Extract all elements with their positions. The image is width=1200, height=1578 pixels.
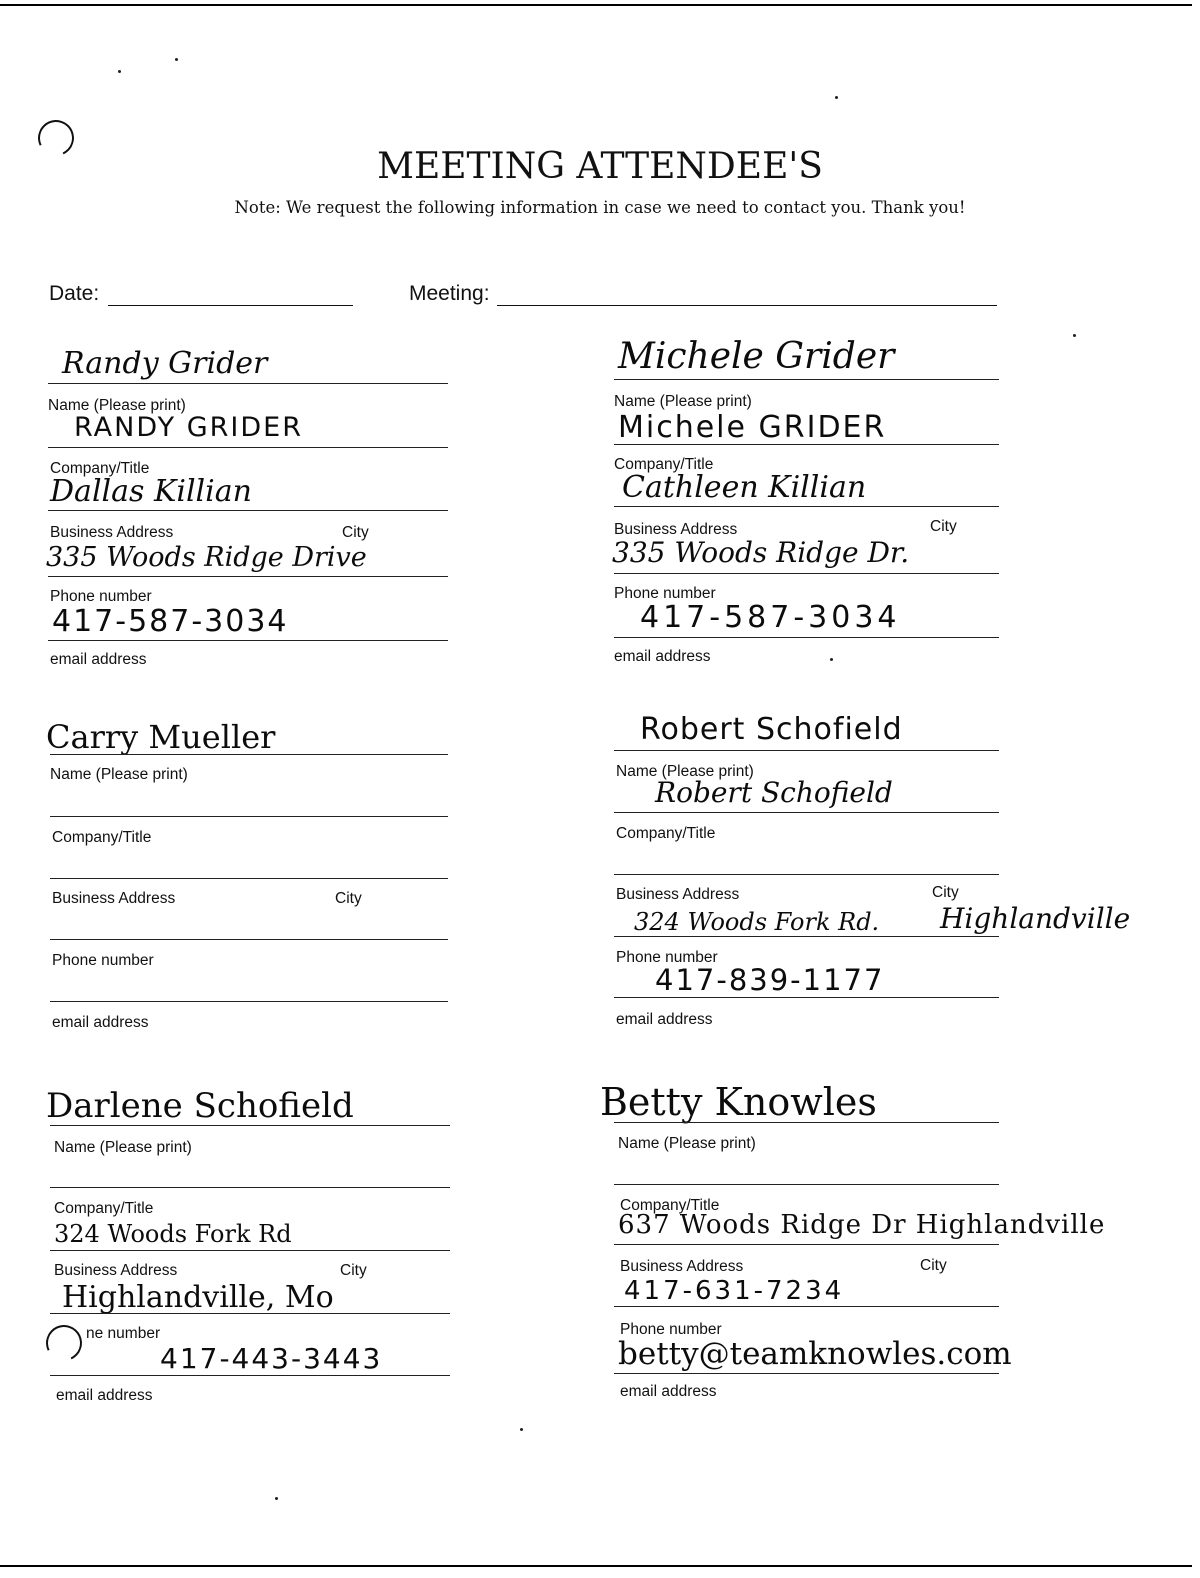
page-title: MEETING ATTENDEE'S [377,146,823,187]
scan-speck [118,70,121,73]
name-field[interactable]: RANDY GRIDER [74,412,303,443]
city-label: City [340,1262,367,1279]
signature-field[interactable]: Michele Grider [618,336,895,377]
phone-field[interactable]: 417-587-3034 [640,600,901,635]
address-label: Business Address [50,524,174,541]
phone-field[interactable]: betty@teamknowles.com [618,1336,1012,1372]
company-label: Company/Title [616,825,716,842]
signature-field[interactable]: Randy Grider [62,346,268,381]
phone-label: Phone number [50,588,152,605]
email-label: email address [56,1387,153,1404]
bottom-border [0,1565,1192,1567]
date-label: Date: [49,282,100,305]
address-field[interactable]: 324 Woods Fork Rd. [634,908,880,936]
city-field[interactable]: Highlandville [940,902,1131,935]
address-field[interactable]: Highlandville, Mo [62,1280,334,1315]
scan-speck [835,96,838,99]
email-label: email address [52,1014,149,1031]
meeting-field[interactable] [497,305,997,306]
scan-speck [1073,334,1076,337]
header-note: Note: We request the following information in case we need to contact you. Thank you! [234,198,966,217]
scan-speck [520,1428,523,1431]
city-label: City [920,1257,947,1274]
name-field[interactable]: Robert Schofield [655,776,893,809]
company-field[interactable]: 637 Woods Ridge Dr Highlandville [618,1210,1106,1240]
address-label: Business Address [52,890,176,907]
signature-field[interactable]: Betty Knowles [600,1080,877,1124]
address-label: Business Address [620,1258,744,1275]
address-label: Business Address [614,521,738,538]
name-label: Name (Please print) [616,763,754,780]
address-label: Business Address [616,886,740,903]
company-field[interactable]: 324 Woods Fork Rd [54,1220,292,1248]
company-field[interactable]: Cathleen Killian [622,470,867,505]
phone-label: ne number [86,1325,161,1342]
signature-field[interactable]: Robert Schofield [640,712,903,747]
email-label: email address [614,648,711,665]
phone-label: Phone number [52,952,154,969]
name-label: Name (Please print) [54,1139,192,1156]
city-label: City [342,524,369,541]
city-label: City [335,890,362,907]
phone-label: Phone number [620,1321,722,1338]
name-label: Name (Please print) [618,1135,756,1152]
email-label: email address [50,651,147,668]
name-label: Name (Please print) [48,397,186,414]
scan-speck [275,1497,278,1500]
company-label: Company/Title [54,1200,154,1217]
address-field[interactable]: 335 Woods Ridge Dr. [612,536,910,569]
phone-field[interactable]: 417-443-3443 [160,1342,383,1375]
email-label: email address [620,1383,717,1400]
name-label: Name (Please print) [614,393,752,410]
scan-speck [175,58,178,61]
phone-field[interactable]: 417-839-1177 [655,963,885,997]
address-field[interactable]: 335 Woods Ridge Drive [46,542,367,573]
company-field[interactable]: Dallas Killian [50,474,252,509]
phone-field[interactable]: 417-587-3034 [52,604,289,639]
top-border [0,4,1192,6]
city-label: City [930,518,957,535]
scan-speck [830,658,833,661]
name-label: Name (Please print) [50,766,188,783]
company-label: Company/Title [52,829,152,846]
signature-field[interactable]: Darlene Schofield [46,1086,354,1126]
meeting-label: Meeting: [409,282,490,305]
company-label: Company/Title [620,1197,720,1214]
date-field[interactable] [108,305,353,306]
city-label: City [932,884,959,901]
address-label: Business Address [54,1262,178,1279]
name-field[interactable]: Michele GRIDER [618,410,887,445]
company-label: Company/Title [614,456,714,473]
address-field[interactable]: 417-631-7234 [624,1276,845,1306]
email-label: email address [616,1011,713,1028]
phone-label: Phone number [616,949,718,966]
company-label: Company/Title [50,460,150,477]
phone-label: Phone number [614,585,716,602]
punch-hole-icon [41,1320,87,1366]
signature-field[interactable]: Carry Mueller [46,718,276,756]
